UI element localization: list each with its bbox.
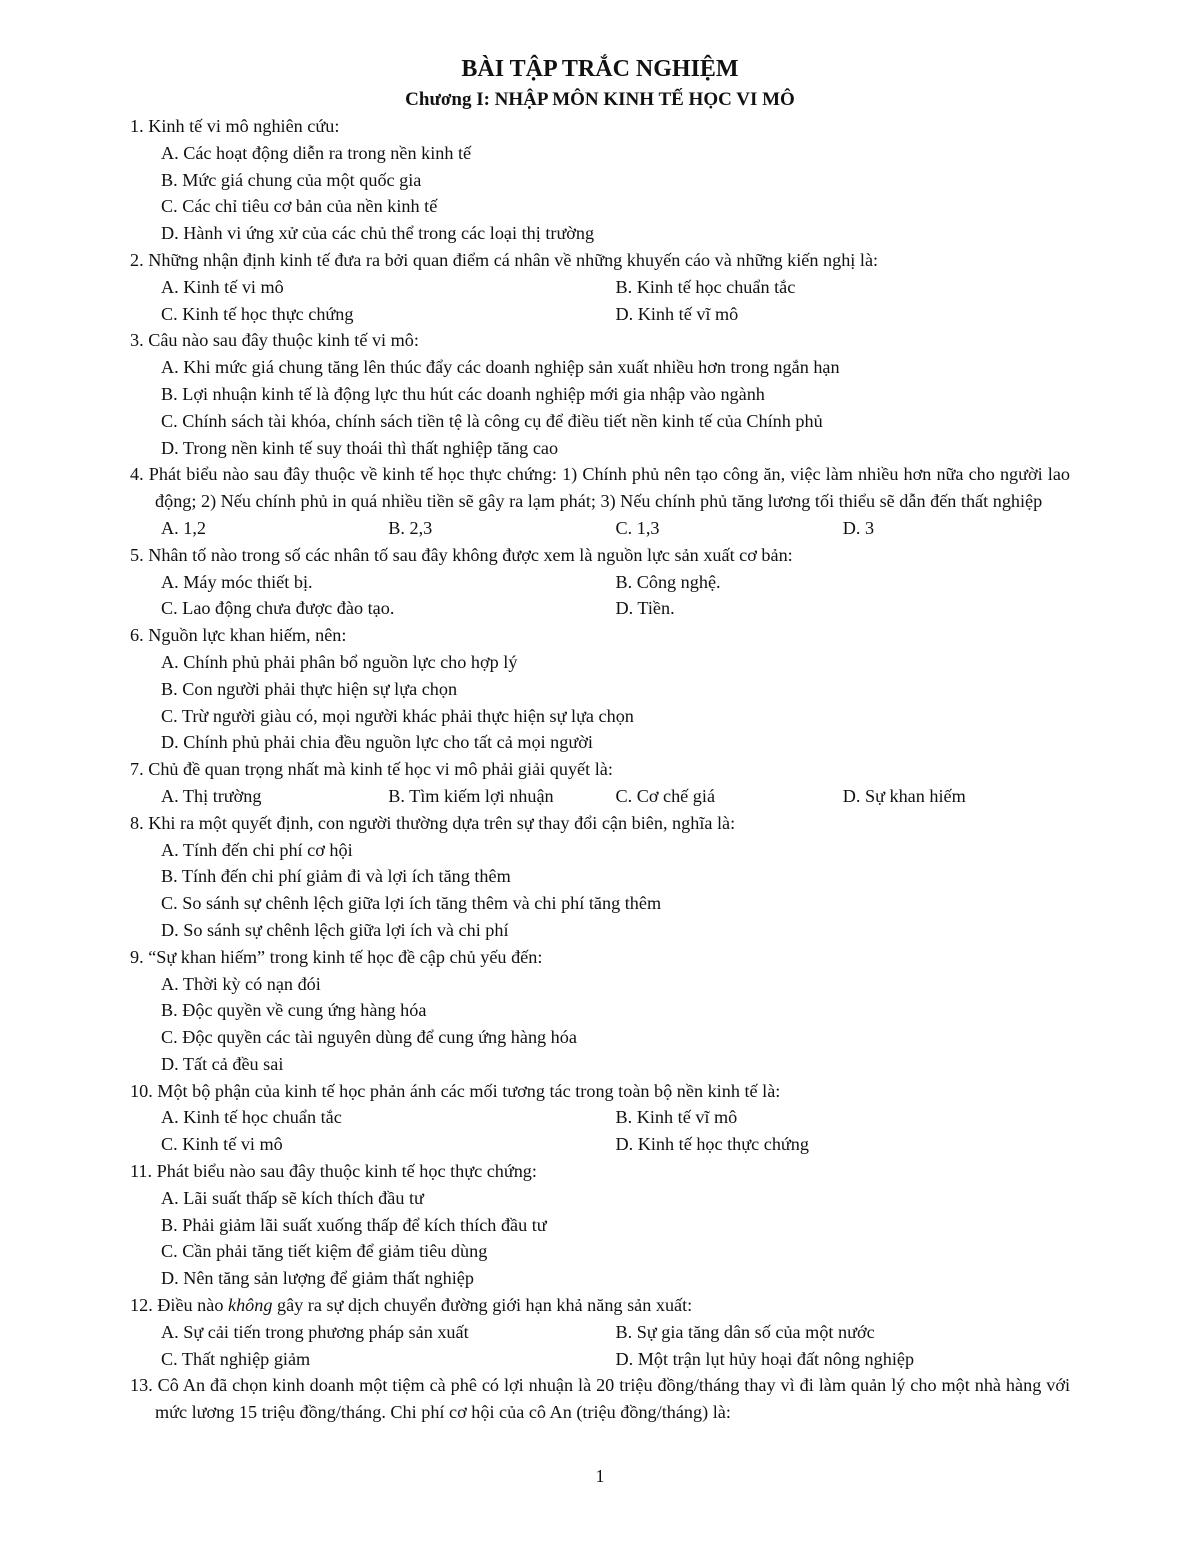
answer-option-d: D. Một trận lụt hủy hoại đất nông nghiệp <box>615 1348 915 1369</box>
answer-option-d: D. Tất cả đều sai <box>161 1053 284 1074</box>
question-text <box>130 1292 1070 1319</box>
answer-option-c: C. So sánh sự chênh lệch giữa lợi ích tăng thêm và chi phí tăng thêm <box>161 893 662 914</box>
answer-option-a: A. Kinh tế học chuẩn tắc <box>161 1107 342 1128</box>
answer-options <box>130 783 1070 810</box>
answer-option-c: C. Thất nghiệp giảm <box>161 1348 311 1369</box>
question-8 <box>130 810 1070 944</box>
answer-option-a: A. Sự cải tiến trong phương pháp sản xuất <box>161 1321 469 1342</box>
answer-option-a: A. Thời kỳ có nạn đói <box>161 973 321 994</box>
answer-options <box>130 274 1070 328</box>
answer-options <box>130 354 1070 461</box>
answer-option-d: D. So sánh sự chênh lệch giữa lợi ích và chi phí <box>161 919 509 940</box>
question-text: 13. Cô An đã chọn kinh doanh một tiệm cà phê có lợi nhuận là 20 triệu đồng/tháng thay vì đi làm quản lý cho một nhà hàng với mức lương 15 triệu đồng/tháng. Chi phí cơ hội của cô An (triệu đồng/tháng) là: <box>130 1375 1070 1423</box>
answer-options <box>130 837 1070 944</box>
answer-option-d: D. Sự khan hiếm <box>842 785 966 806</box>
answer-option-c: C. Kinh tế vi mô <box>161 1134 283 1155</box>
emphasized-word: không <box>228 1295 273 1316</box>
answer-option-c: C. Các chỉ tiêu cơ bản của nền kinh tế <box>161 196 438 217</box>
answer-option-b: B. Lợi nhuận kinh tế là động lực thu hút các doanh nghiệp mới gia nhập vào ngành <box>161 383 765 404</box>
answer-option-a: A. Các hoạt động diễn ra trong nền kinh tế <box>161 142 472 163</box>
question-3 <box>130 327 1070 461</box>
answer-option-b: B. Tìm kiếm lợi nhuận <box>388 785 554 806</box>
answer-option-c: C. Kinh tế học thực chứng <box>161 303 354 324</box>
answer-option-c: C. Cần phải tăng tiết kiệm để giảm tiêu dùng <box>161 1241 488 1262</box>
question-1 <box>130 113 1070 247</box>
question-text: 5. Nhân tố nào trong số các nhân tố sau đây không được xem là nguồn lực sản xuất cơ bản: <box>130 544 793 565</box>
question-4 <box>130 461 1070 541</box>
page-number: 1 <box>595 1466 605 1486</box>
answer-option-a: A. Thị trường <box>161 785 262 806</box>
answer-option-a: A. Lãi suất thấp sẽ kích thích đầu tư <box>161 1187 424 1208</box>
answer-option-a: A. Tính đến chi phí cơ hội <box>161 839 353 860</box>
answer-options <box>130 1104 1070 1158</box>
answer-options <box>130 1319 1070 1373</box>
answer-option-d: D. Kinh tế học thực chứng <box>615 1134 809 1155</box>
question-9 <box>130 944 1070 1078</box>
answer-option-a: A. Chính phủ phải phân bổ nguồn lực cho hợp lý <box>161 651 518 672</box>
chapter-subtitle: Chương I: NHẬP MÔN KINH TẾ HỌC VI MÔ <box>405 89 795 110</box>
answer-option-d: D. 3 <box>842 517 875 538</box>
question-text: 7. Chủ đề quan trọng nhất mà kinh tế học vi mô phải giải quyết là: <box>130 759 613 780</box>
document-title: BÀI TẬP TRẮC NGHIỆM <box>461 56 739 82</box>
question-text: 6. Nguồn lực khan hiếm, nên: <box>130 625 347 646</box>
question-text: 3. Câu nào sau đây thuộc kinh tế vi mô: <box>130 330 419 351</box>
answer-option-a: A. 1,2 <box>161 517 206 538</box>
answer-option-c: C. Độc quyền các tài nguyên dùng để cung ứng hàng hóa <box>161 1027 577 1048</box>
question-7 <box>130 756 1070 810</box>
answer-options <box>130 569 1070 623</box>
question-11 <box>130 1158 1070 1292</box>
answer-option-c: C. Chính sách tài khóa, chính sách tiền tệ là công cụ để điều tiết nền kinh tế của Chính phủ <box>161 410 823 431</box>
answer-option-b: B. Công nghệ. <box>615 571 721 592</box>
answer-options <box>130 971 1070 1078</box>
answer-option-b: B. Phải giảm lãi suất xuống thấp để kích thích đầu tư <box>161 1214 547 1235</box>
answer-options <box>130 1185 1070 1292</box>
answer-option-d: D. Chính phủ phải chia đều nguồn lực cho tất cả mọi người <box>161 732 593 753</box>
answer-option-d: D. Tiền. <box>615 598 675 619</box>
answer-option-b: B. Mức giá chung của một quốc gia <box>161 169 422 190</box>
answer-option-c: C. Trừ người giàu có, mọi người khác phải thực hiện sự lựa chọn <box>161 705 634 726</box>
question-text: 8. Khi ra một quyết định, con người thường dựa trên sự thay đổi cận biên, nghĩa là: <box>130 812 736 833</box>
answer-option-b: B. Độc quyền về cung ứng hàng hóa <box>161 1000 427 1021</box>
answer-option-c: C. Lao động chưa được đào tạo. <box>161 598 395 619</box>
question-10 <box>130 1078 1070 1158</box>
answer-options <box>130 140 1070 247</box>
answer-option-b: B. Con người phải thực hiện sự lựa chọn <box>161 678 458 699</box>
question-5 <box>130 542 1070 622</box>
question-12 <box>130 1292 1070 1372</box>
answer-option-b: B. Tính đến chi phí giảm đi và lợi ích tăng thêm <box>161 866 511 887</box>
answer-option-a: A. Máy móc thiết bị. <box>161 571 313 592</box>
question-text: 4. Phát biểu nào sau đây thuộc về kinh tế học thực chứng: 1) Chính phủ nên tạo công ăn, việc làm nhiều hơn nữa cho người lao động; 2) Nếu chính phủ in quá nhiều tiền sẽ gây ra lạm phát; 3) Nếu chính phủ tăng lương tối thiểu sẽ dẫn đến thất nghiệp <box>130 464 1070 512</box>
question-text: 11. Phát biểu nào sau đây thuộc kinh tế học thực chứng: <box>130 1161 537 1182</box>
answer-option-d: D. Hành vi ứng xử của các chủ thể trong các loại thị trường <box>161 223 595 244</box>
answer-option-a: A. Kinh tế vi mô <box>161 276 284 297</box>
answer-option-b: B. Kinh tế vĩ mô <box>615 1107 738 1128</box>
answer-option-c: C. Cơ chế giá <box>615 785 716 806</box>
answer-option-b: B. Kinh tế học chuẩn tắc <box>615 276 796 297</box>
question-text: 9. “Sự khan hiếm” trong kinh tế học đề cập chủ yếu đến: <box>130 946 543 967</box>
answer-option-d: D. Trong nền kinh tế suy thoái thì thất nghiệp tăng cao <box>161 437 559 458</box>
answer-option-c: C. 1,3 <box>615 517 660 538</box>
question-list <box>130 113 1070 1426</box>
answer-option-b: B. 2,3 <box>388 517 433 538</box>
question-13 <box>130 1372 1070 1426</box>
question-text: 2. Những nhận định kinh tế đưa ra bởi quan điểm cá nhân về những khuyến cáo và những kiến nghị là: <box>130 249 879 270</box>
answer-option-b: B. Sự gia tăng dân số của một nước <box>615 1321 875 1342</box>
question-text-part: gây ra sự dịch chuyển đường giới hạn khả năng sản xuất: <box>272 1295 693 1316</box>
question-6 <box>130 622 1070 756</box>
answer-option-a: A. Khi mức giá chung tăng lên thúc đẩy các doanh nghiệp sản xuất nhiều hơn trong ngắn hạn <box>161 357 840 378</box>
answer-options <box>130 649 1070 756</box>
question-2 <box>130 247 1070 327</box>
answer-option-d: D. Kinh tế vĩ mô <box>615 303 739 324</box>
answer-option-d: D. Nên tăng sản lượng để giảm thất nghiệp <box>161 1268 474 1289</box>
question-text-part: 12. Điều nào <box>130 1295 228 1316</box>
question-text: 10. Một bộ phận của kinh tế học phản ánh các mối tương tác trong toàn bộ nền kinh tế là: <box>130 1080 781 1101</box>
answer-options <box>130 515 1070 542</box>
question-text: 1. Kinh tế vi mô nghiên cứu: <box>130 116 340 136</box>
